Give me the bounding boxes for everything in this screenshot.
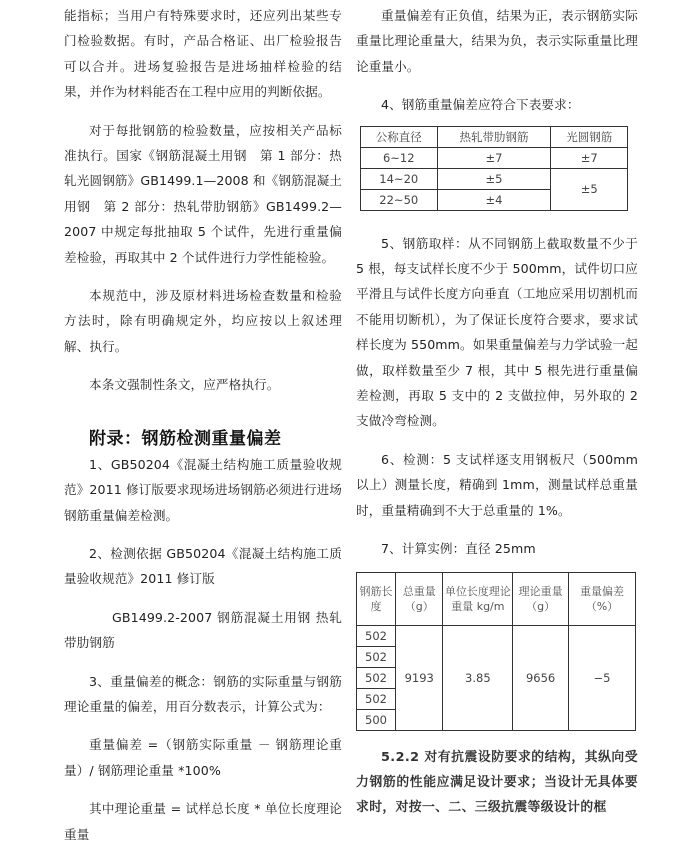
paragraph: 本规范中，涉及原材料进场检查数量和检验方法时，除有明确规定外，均应按以上叙述理解、执行。 [64,288,342,354]
paragraph: 7、计算实例：直径 25mm [381,541,536,557]
table-cell: 9656 [513,625,569,730]
paragraph: 能指标；当用户有特殊要求时，还应列出某些专门检验数据。有时，产品合格证、出厂检验报告可以合并。进场复验报告是进场抽样检验的结果，并作为材料能否在工程中应用的判断依据。 [64,8,342,100]
table-row [361,168,628,189]
table-row [361,147,628,168]
clause-text: 5.2.2 对有抗震设防要求的结构，其纵向受力钢筋的性能应满足设计要求；当设计无具体要求时，对按一、二、三级抗震等级设计的框 [356,749,638,816]
table-cell: ±7 [551,147,628,168]
header-cell: 光圆钢筋 [551,126,628,147]
table-row [357,625,636,646]
table-cell: ±4 [437,189,551,210]
left-column [64,0,342,847]
paragraph: 重量偏差有正负值，结果为正，表示钢筋实际重量比理论重量大，结果为负，表示实际重量比理论重量小。 [356,8,638,74]
table-cell: −5 [569,625,636,730]
header-cell: 总重量（g） [396,572,443,625]
table-cell: ±5 [551,168,628,210]
table-cell: 502 [357,688,396,709]
paragraph: 对于每批钢筋的检验数量，应按相关产品标准执行。国家《钢筋混凝土用钢 第 1 部分：热轧光圆钢筋》GB1499.1—2008 和《钢筋混凝土用钢 第 2 部分：热轧带肋钢筋》GB1499.2—2007 中规定每批抽取 5 个试件，先进行重量偏差检验，再取其中 2 个试件进行力学性能检验。 [64,122,342,265]
table-cell: 6~12 [361,147,438,168]
header-cell: 公称直径 [361,126,438,147]
table-cell: 9193 [396,625,443,730]
right-column [356,0,638,821]
table-cell: 502 [357,625,396,646]
table-header-row [357,572,636,625]
paragraph: GB1499.2-2007 钢筋混凝土用钢 热轧带肋钢筋 [64,609,342,651]
header-cell: 钢筋长度 [357,572,396,625]
table-cell: 500 [357,709,396,730]
calculation-example-table [356,572,636,731]
paragraph: 3、重量偏差的概念：钢筋的实际重量与钢筋理论重量的偏差，用百分数表示，计算公式为： [64,673,342,714]
paragraph: 4、钢筋重量偏差应符合下表要求： [381,97,580,113]
paragraph: 其中理论重量 = 试样总长度 * 单位长度理论重量 [64,801,342,842]
table-cell: ±5 [437,168,551,189]
header-cell: 单位长度理论重量 kg/m [443,572,513,625]
paragraph: 1、GB50204《混凝土结构施工质量验收规范》2011 修订版要求现场进场钢筋必须进行进场钢筋重量偏差检测。 [64,456,342,523]
appendix-heading: 附录：钢筋检测重量偏差 [89,428,282,449]
header-cell: 热轧带肋钢筋 [437,126,551,147]
table-header-row [361,126,628,147]
table-cell: 22~50 [361,189,438,210]
deviation-requirement-table [360,126,628,211]
paragraph: 6、检测：5 支试样逐支用钢板尺（500mm 以上）测量长度，精确到 1mm，测量试样总重量时，重量精确到不大于总重量的 1%。 [356,451,638,518]
table-cell: 502 [357,646,396,667]
paragraph: 5、钢筋取样：从不同钢筋上截取数量不少于 5 根，每支试样长度不少于 500mm，试件切口应平滑且与试件长度方向垂直（工地应采用切割机而不能用切断机），为了保证长度符合要求，要求试样长度为 550mm。如果重量偏差与力学试验一起做，取样数量至少 7 根，其中 5 根先进行重量偏差检测，再取 5 支中的 2 支做拉伸，另外取的 2 支做冷弯检测。 [356,235,638,429]
header-cell: 理论重量（g） [513,572,569,625]
table-cell: 14~20 [361,168,438,189]
formula: 重量偏差 =（钢筋实际重量 － 钢筋理论重量）/ 钢筋理论重量 *100% [64,737,342,778]
header-cell: 重量偏差（%） [569,572,636,625]
paragraph: 2、检测依据 GB50204《混凝土结构施工质量验收规范》2011 修订版 [64,545,342,587]
table-cell: ±7 [437,147,551,168]
table-cell: 3.85 [443,625,513,730]
paragraph: 本条文强制性条文，应严格执行。 [89,377,280,393]
table-cell: 502 [357,667,396,688]
